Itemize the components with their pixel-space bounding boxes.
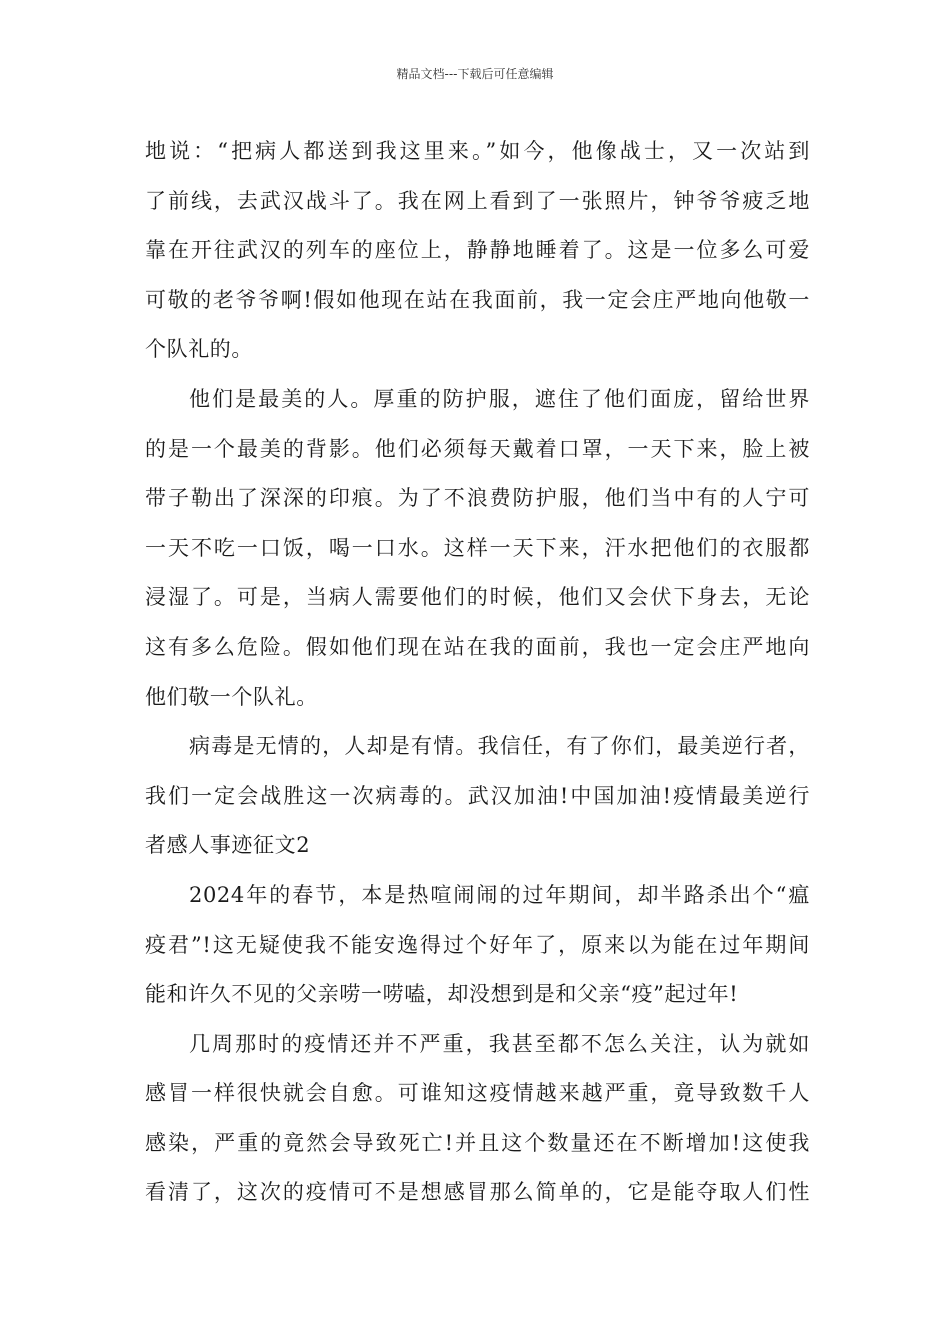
text-line: 一天不吃一口饭，喝一口水。这样一天下来，汗水把他们的衣服都: [145, 535, 810, 560]
text-line: 几周那时的疫情还并不严重，我甚至都不怎么关注，认为就如: [189, 1031, 810, 1056]
text-line: 我们一定会战胜这一次病毒的。武汉加油!中国加油!疫情最美逆行: [145, 783, 810, 808]
text-line: 他们是最美的人。厚重的防护服，遮住了他们面庞，留给世界: [189, 386, 810, 411]
page-header: 精品文档---下载后可任意编辑: [396, 67, 554, 81]
text-line: 带子勒出了深深的印痕。为了不浪费防护服，他们当中有的人宁可: [145, 486, 810, 511]
text-line: 的是一个最美的背影。他们必须每天戴着口罩，一天下来，脸上被: [145, 436, 810, 461]
text-line: 可敬的老爷爷啊!假如他现在站在我面前，我一定会庄严地向他敬一: [145, 287, 810, 312]
text-line: 地说：“把病人都送到我这里来。”如今，他像战士，又一次站到: [145, 139, 810, 163]
text-line: 疫君”!这无疑使我不能安逸得过个好年了，原来以为能在过年期间: [145, 932, 810, 957]
text-line: 病毒是无情的，人却是有情。我信任，有了你们，最美逆行者，: [189, 734, 810, 759]
text-line: 他们敬一个队礼。: [145, 684, 318, 709]
text-line: 个队礼的。: [145, 337, 253, 362]
text-line: 了前线，去武汉战斗了。我在网上看到了一张照片，钟爷爷疲乏地: [145, 188, 810, 213]
text-line: 看清了，这次的疫情可不是想感冒那么简单的，它是能夺取人们性: [145, 1180, 810, 1205]
text-line: 这有多么危险。假如他们现在站在我的面前，我也一定会庄严地向: [145, 634, 810, 659]
text-line: 感冒一样很快就会自愈。可谁知这疫情越来越严重，竟导致数千人: [145, 1081, 810, 1106]
text-line: 者感人事迹征文2: [145, 833, 311, 858]
text-line: 感染，严重的竟然会导致死亡!并且这个数量还在不断增加!这使我: [145, 1130, 810, 1155]
text-line: 靠在开往武汉的列车的座位上，静静地睡着了。这是一位多么可爱: [145, 238, 810, 263]
text-line: 2024年的春节，本是热喧闹闹的过年期间，却半路杀出个“瘟: [189, 882, 810, 907]
text-line: 能和许久不见的父亲唠一唠嗑，却没想到是和父亲“疫”起过年!: [145, 982, 739, 1007]
text-line: 浸湿了。可是，当病人需要他们的时候，他们又会伏下身去，无论: [145, 585, 810, 610]
document-body: [145, 127, 810, 1218]
